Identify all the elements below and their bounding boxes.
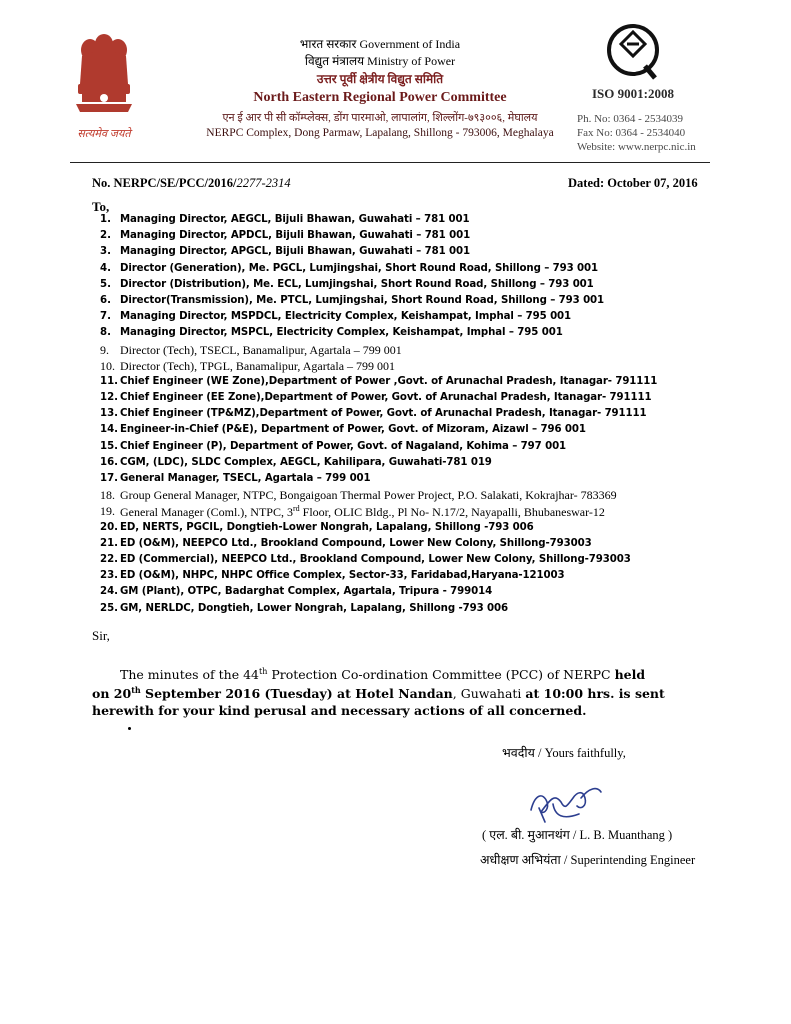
phone-number: Ph. No: 0364 - 2534039 [577,113,684,125]
addressee-text: Managing Director, MSPDCL, Electricity Complex, Keishampat, Imphal – 795 001 [120,311,572,323]
addressee-number: 19. [100,504,115,519]
national-emblem [68,26,140,138]
body-line-3: herewith for your kind perusal and necessary actions of all concerned. [92,703,587,718]
addressee-text: GM (Plant), OTPC, Badarghat Complex, Agartala, Tripura - 799014 [120,586,493,598]
body-line-1 [120,667,710,682]
addressee-item [92,504,732,520]
addressee-item [92,375,732,391]
addressee-number: 21. [100,537,119,549]
addressee-number: 24. [100,586,119,598]
body-text-bold: held [614,667,646,683]
lion-capital-icon [68,26,140,126]
body-line-2 [92,685,682,701]
quality-mark-logo [605,20,661,82]
addressee-text: ED (O&M), NHPC, NHPC Office Complex, Sector-33, Faridabad,Haryana-121003 [120,570,565,582]
addressee-text: Director (Distribution), Me. ECL, Lumjingshai, Short Round Road, Shillong – 793 001 [120,278,594,290]
body-text: Protection Co-ordination Committee (PCC) of NERPC [267,667,615,683]
addressee-number: 16. [100,456,119,468]
addressee-item [92,326,732,342]
addressee-item [92,521,732,537]
header-ministry: विद्युत मंत्रालय Ministry of Power [304,54,456,68]
addressee-text: ED (O&M), NEEPCO Ltd., Brookland Compound, Lower New Colony, Shillong-793003 [120,537,592,549]
addressee-text: Director (Tech), TSECL, Banamalipur, Agartala – 799 001 [120,342,402,357]
addressee-text: CGM, (LDC), SLDC Complex, AEGCL, Kahilipara, Guwahati-781 019 [120,456,492,468]
addressee-number: 11. [100,375,119,387]
addressee-item [92,537,732,553]
superscript: th [131,685,141,695]
to-label: To, [92,199,110,214]
addressee-item [92,294,732,310]
addressee-item [92,472,732,488]
body-text: at 10:00 hrs. [525,686,615,702]
addressee-item [92,262,732,278]
addressee-item [92,359,732,375]
addressee-item [92,585,732,601]
addressee-text-part: Floor, OLIC Bldg., Pl No- N.17/2, Nayapalli, Bhubaneswar-12 [302,505,605,520]
addressee-item [92,440,732,456]
addressee-number: 3. [100,246,111,258]
addressee-number: 8. [100,327,111,339]
body-text: is sent [614,686,665,702]
iso-mark-icon [605,20,661,82]
addressee-number: 6. [100,294,111,306]
header-committee-name: North Eastern Regional Power Committee [253,90,507,105]
addressee-number: 5. [100,278,111,290]
addressee-text: Chief Engineer (TP&MZ),Department of Power, Govt. of Arunachal Pradesh, Itanagar- 791111 [120,408,647,420]
addressee-item [92,488,732,504]
reference-number [92,176,291,191]
addressee-text: Managing Director, APGCL, Bijuli Bhawan, Guwahati – 781 001 [120,246,470,258]
addressee-text: Group General Manager, NTPC, Bongaigoan Thermal Power Project, P.O. Salakati, Kokrajhar- 783369 [120,488,617,503]
body-text: The minutes of the 44 [120,667,259,683]
header-address: NERPC Complex, Dong Parmaw, Lapalang, Shillong - 793006, Meghalaya [206,127,554,139]
website: Website: www.nerpc.nic.in [577,141,696,153]
addressee-number: 17. [100,473,119,484]
addressee-number: 22. [100,553,119,565]
addressee-item [92,553,732,569]
addressee-text-part: General Manager (Coml.), NTPC, 3 [120,505,293,520]
signatory-name: ( एल. बी. मुआनथंग / L. B. Muanthang ) [482,828,673,842]
addressee-text: GM, NERLDC, Dongtieh, Lower Nongrah, Lapalang, Shillong -793 006 [120,602,508,614]
addressee-text: Director (Generation), Me. PGCL, Lumjingshai, Short Round Road, Shillong – 793 001 [120,262,599,274]
addressee-text: Managing Director, AEGCL, Bijuli Bhawan, Guwahati – 781 001 [120,214,470,225]
addressee-number: 14. [100,424,119,436]
addressee-item [92,278,732,294]
salutation: Sir, [92,628,110,643]
addressee-item [92,602,732,618]
header-government: भारत सरकार Government of India [299,37,461,51]
addressee-item [92,569,732,585]
addressee-text: Chief Engineer (WE Zone),Department of Power ,Govt. of Arunachal Pradesh, Itanagar- 791111 [120,375,658,387]
addressee-text: Chief Engineer (EE Zone),Department of Power, Govt. of Arunachal Pradesh, Itanagar- 791111 [120,392,652,404]
reference-prefix: No. NERPC/SE/PCC/2016/ [92,176,237,190]
addressee-text [120,504,605,520]
addressee-number: 15. [100,440,119,452]
addressee-number: 18. [100,488,115,503]
addressee-list [92,213,732,618]
header-divider [70,162,710,163]
body-text: September 2016 (Tuesday) at Hotel Nandan [140,686,453,702]
addressee-item [92,343,732,359]
addressee-text: ED, NERTS, PGCIL, Dongtieh-Lower Nongrah, Lapalang, Shillong -793 006 [120,521,534,533]
addressee-text: Director (Tech), TPGL, Banamalipur, Agartala – 799 001 [120,358,396,373]
addressee-text: Managing Director, MSPCL, Electricity Complex, Keishampat, Imphal – 795 001 [120,327,563,339]
addressee-text: ED (Commercial), NEEPCO Ltd., Brookland Compound, Lower New Colony, Shillong-793003 [120,553,631,565]
signature [525,780,615,828]
addressee-item [92,407,732,423]
addressee-item [92,245,732,261]
signatory-title: अधीक्षण अभियंता / Superintending Engineer [480,853,696,867]
closing: भवदीय / Yours faithfully, [502,746,626,760]
addressee-number: 10. [100,358,115,373]
addressee-item [92,310,732,326]
fax-number: Fax No: 0364 - 2534040 [577,127,686,139]
addressee-number: 2. [100,230,111,242]
emblem-motto: सत्यमेव जयते [77,128,131,140]
addressee-text: Managing Director, APDCL, Bijuli Bhawan, Guwahati – 781 001 [120,230,471,242]
handwritten-signature-icon [525,780,615,828]
stray-mark [128,727,131,730]
header-committee-hindi: उत्तर पूर्वी क्षेत्रीय विद्युत समिति [316,72,444,86]
addressee-text: Engineer-in-Chief (P&E), Department of Power, Govt. of Mizoram, Aizawl – 796 001 [120,424,586,436]
addressee-text: Director(Transmission), Me. PTCL, Lumjingshai, Short Round Road, Shillong – 793 001 [120,294,605,306]
letter-date: Dated: October 07, 2016 [568,176,698,190]
reference-issue-range: 2277-2314 [236,176,291,190]
addressee-number: 7. [100,311,111,323]
addressee-item [92,423,732,439]
addressee-item [92,456,732,472]
addressee-number: 9. [100,342,109,357]
addressee-number: 20. [100,521,119,533]
iso-certification: ISO 9001:2008 [592,86,674,101]
header-address-hindi: एन ई आर पी सी कॉम्प्लेक्स, डोंग पारमाओ, लापालांग, शिल्लोंग-७९३००६, मेघालय [222,112,538,124]
superscript: rd [292,504,300,514]
addressee-item [92,391,732,407]
superscript: th [259,667,268,676]
addressee-number: 13. [100,408,119,420]
addressee-number: 4. [100,262,111,274]
addressee-number: 23. [100,570,119,582]
body-text: , Guwahati [452,686,526,702]
addressee-number: 12. [100,392,119,404]
addressee-text: General Manager, TSECL, Agartala – 799 001 [120,473,371,484]
addressee-number: 25. [100,602,119,614]
addressee-text: Chief Engineer (P), Department of Power, Govt. of Nagaland, Kohima – 797 001 [120,440,567,452]
body-text: on 20 [92,686,132,702]
addressee-item [92,229,732,245]
addressee-number: 1. [100,214,111,225]
addressee-item [92,213,732,229]
